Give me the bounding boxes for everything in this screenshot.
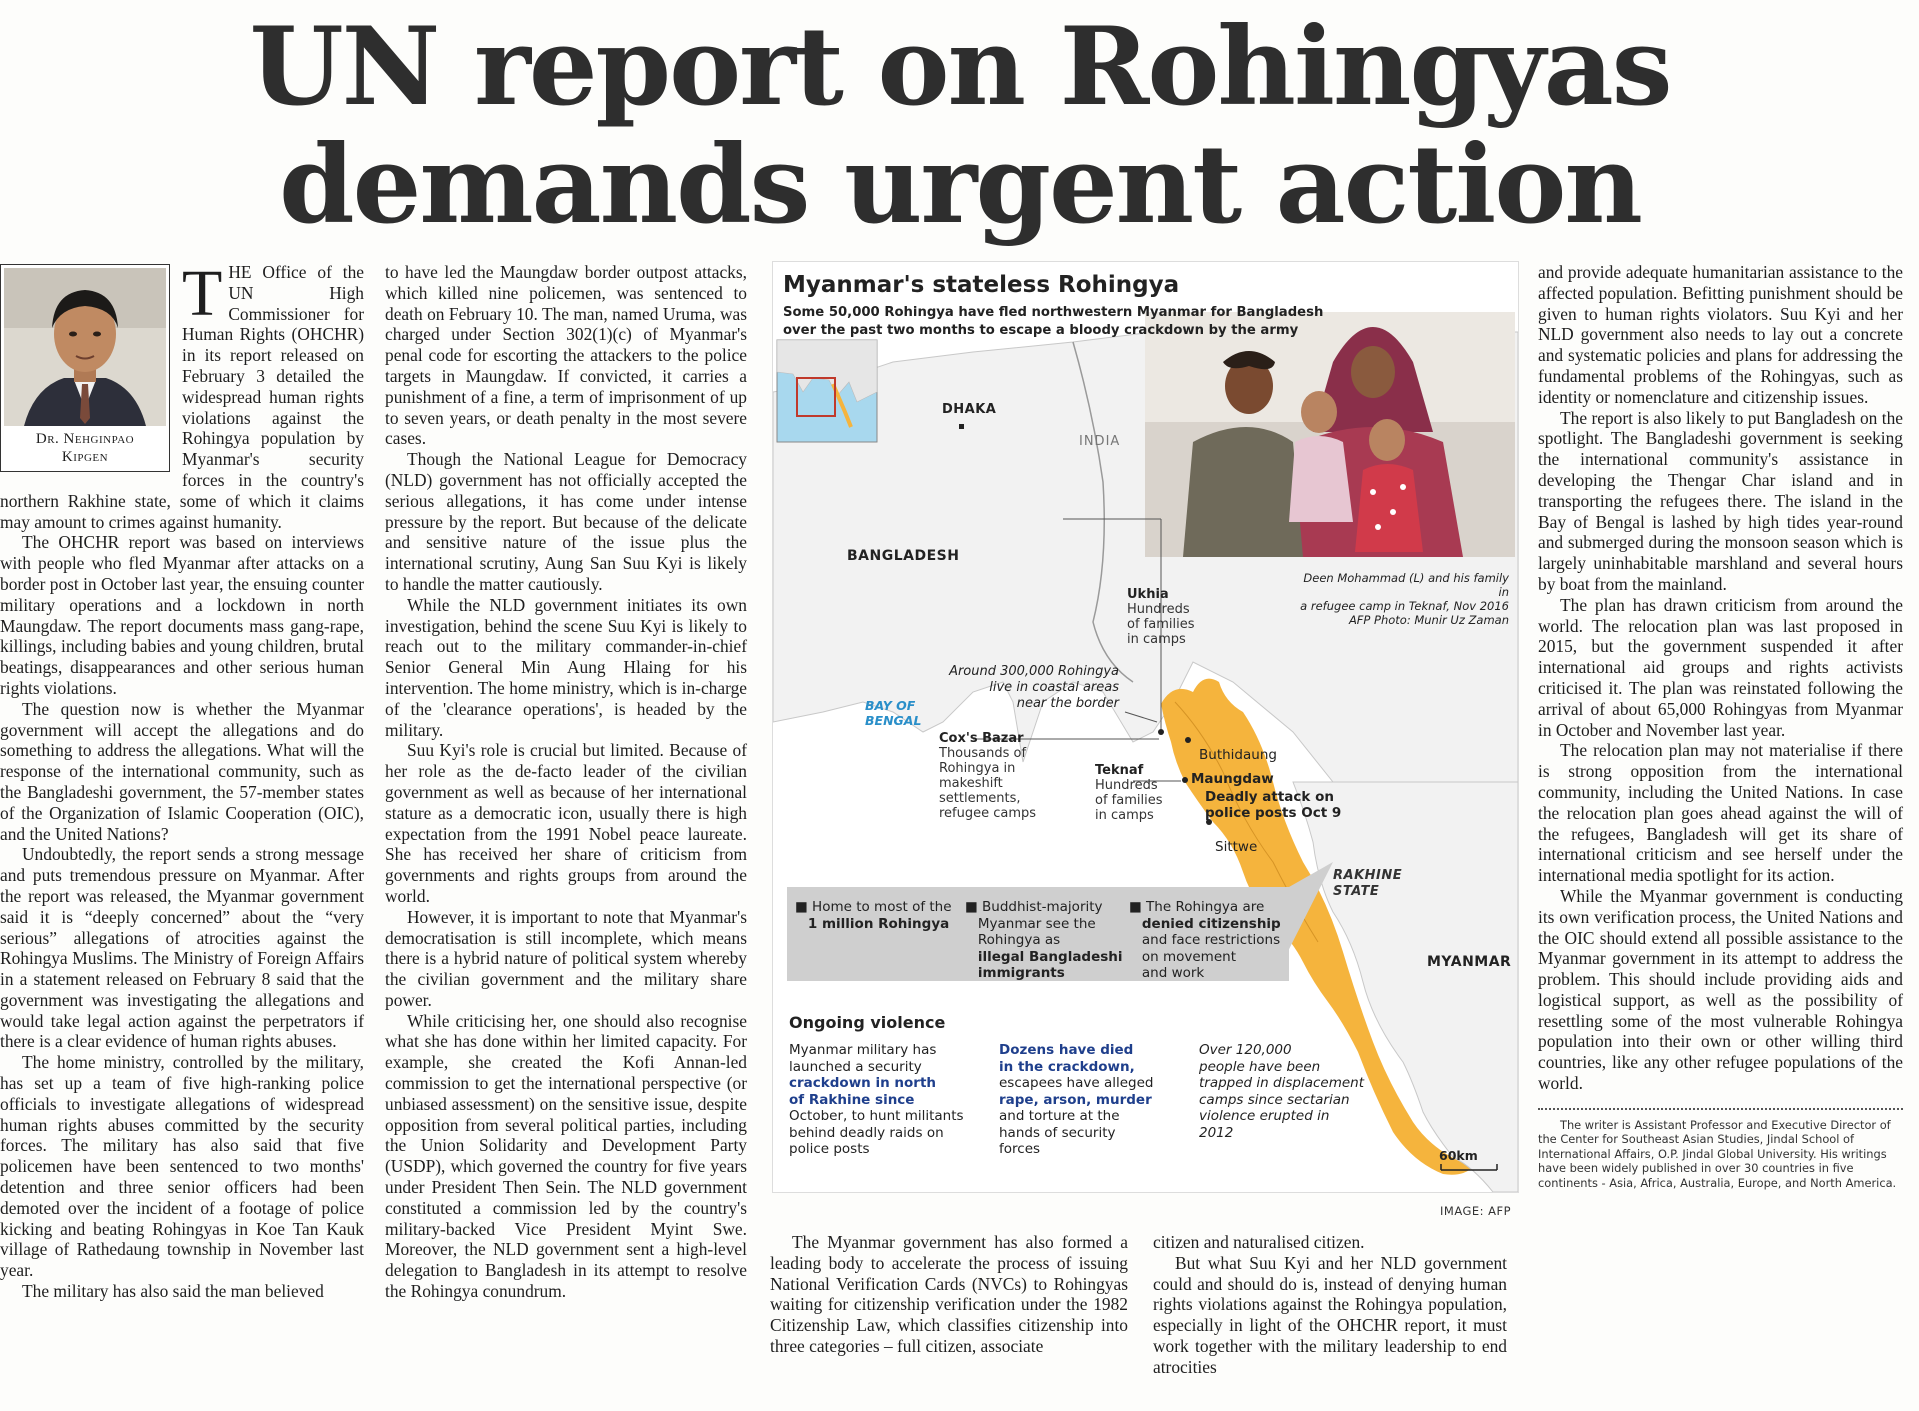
author-box	[0, 264, 170, 472]
graphic-title: Myanmar's stateless Rohingya	[783, 272, 1180, 298]
paragraph: Undoubtedly, the report sends a strong message and puts tremendous pressure on Myanmar. After the report was released, the Myanmar government said it is “deeply concerned” about the “very serious” allegations of atrocities against the Rohingya Muslims. The Ministry of Foreign Affairs in a statement released on February 8 said that the government was investigating the allegations and would take legal action against the perpetrators if there is a clear evidence of human rights abuses.	[0, 844, 364, 1052]
label-bangladesh: BANGLADESH	[847, 548, 960, 564]
label-maungdaw: Maungdaw	[1191, 771, 1274, 787]
author-photo	[4, 268, 166, 426]
paragraph: The OHCHR report was based on interviews with people who fled Myanmar after attacks on a border post in October last year, the ensuing counter military operations and a lockdown in north Maungdaw. The report documents mass gang-rape, killings, including babies and young children, brutal beatings, disappearances and other serious human rights violations.	[0, 532, 364, 698]
label-sittwe: Sittwe	[1215, 839, 1258, 855]
label-dhaka: DHAKA	[942, 402, 997, 417]
author-name: Dr. Nehginpao Kipgen	[35, 431, 135, 465]
fact-bullet-2: ■ Buddhist-majority Myanmar see the Rohingya as illegal Bangladeshi immigrants	[965, 899, 1123, 981]
author-bio: The writer is Assistant Professor and Executive Director of the Center for Southeast Asian Studies, Jindal School of International Affairs, O.P. Jindal Global University. His writings have been widely published in over 30 countries in five continents - Asia, Africa, Australia, Europe, and North America.	[1538, 1117, 1897, 1190]
label-buthidaung: Buthidaung	[1199, 747, 1277, 763]
violence-item-2: Dozens have died in the crackdown, escapees have alleged rape, arson, murder and torture at the hands of security forces	[999, 1042, 1154, 1157]
graphic-subtitle: Some 50,000 Rohingya have fled northwestern Myanmar for Bangladesh over the past two months to escape a bloody crackdown by the army	[783, 305, 1324, 338]
callout-coastal: Around 300,000 Rohingya live in coastal areas near the border	[949, 664, 1119, 711]
article-column-5	[1538, 262, 1903, 1190]
callout-attack: Deadly attack on police posts Oct 9	[1205, 789, 1342, 821]
paragraph: and provide adequate humanitarian assistance to the affected population. Befitting punishment should be given to human rights violators. Suu Kyi and her NLD government also needs to lay out a concrete and systematic policies and plans for addressing the fundamental problems of the Rohingyas, such as identity or nomenclature and citizenship issues.	[1538, 262, 1903, 407]
article-column-2	[385, 262, 747, 1302]
paragraph: The plan has drawn criticism from around the world. The relocation plan was last proposed in 2015, but the government suspended it after international aid groups and rights activists criticised it. The plan was reinstated following the arrival of about 65,000 Rohingyas from Myanmar in October and November last year.	[1538, 594, 1903, 740]
paragraph: Suu Kyi's role is crucial but limited. Because of her role as the de-facto leader of the civilian government as well as because of her international stature as a democratic icon, usually there is high expectation from the 1991 Nobel peace laureate. She has received her share of criticism from governments and rights groups from around the world.	[385, 740, 747, 906]
article-column-1	[0, 257, 364, 1302]
callout-ukhia: Ukhia Hundreds of families in camps	[1127, 587, 1195, 647]
label-rakhine-state: RAKHINE STATE	[1333, 868, 1403, 899]
paragraph: THE Office of the UN High Commissioner for Human Rights (OHCHR) in its report released on February 3 detailed the widespread human rights violations against the Rohingya population by Myanmar's security forces in the country's northern Rakhine state, some of which it claims may amount to crimes against humanity.	[0, 257, 364, 532]
paragraph: However, it is important to note that Myanmar's democratisation is still incomplete, which means there is a hybrid nature of political system whereby the civilian government and the military share power.	[385, 906, 747, 1010]
paragraph: The home ministry, controlled by the military, has set up a team of five high-ranking police officials to investigate allegations of widespread human rights abuses committed by the security forces. The military has also said that five policemen have been sentenced to two months' detention and three senior officers had been demoted over the incident of a footage of police kicking and beating Rohingyas in Koe Tan Kauk village of Rathedaung township in November last year.	[0, 1052, 364, 1281]
paragraph: But what Suu Kyi and her NLD government could and should do is, instead of denying human rights violations against the Rohingya population, especially in light of the OHCHR report, it must work together with the military leadership to end atrocities	[1153, 1252, 1507, 1377]
fact-bullet-1: ■ Home to most of the 1 million Rohingya	[795, 899, 952, 932]
headline: UN report on Rohingyas demands urgent action	[249, 4, 1671, 248]
scale-label: 60km	[1439, 1148, 1478, 1163]
violence-item-3: Over 120,000 people have been trapped in displacement camps since sectarian violence erupted in 2012	[1199, 1042, 1364, 1141]
violence-heading: Ongoing violence	[789, 1013, 946, 1032]
image-credit: IMAGE: AFP	[1440, 1204, 1512, 1218]
infographic	[772, 261, 1519, 1193]
article-column-4	[1153, 1232, 1507, 1378]
paragraph: While the NLD government initiates its own investigation, behind the scene Suu Kyi is likely to reach out to the military commander-in-chief Senior General Min Aung Hlaing for his intervention. The home ministry, which is in-charge of the 'clearance operations', is headed by the military.	[385, 594, 747, 740]
label-myanmar: MYANMAR	[1427, 954, 1512, 970]
callout-coxs-bazar: Cox's Bazar Thousands of Rohingya in makeshift settlements, refugee camps	[939, 731, 1037, 821]
paragraph: Though the National League for Democracy (NLD) government has not officially accepted the serious allegations, it has come under intense pressure by the report. But because of the delicate and sensitive nature of the issue plus the international scrutiny, Aung San Suu Kyi is likely to handle the matter cautiously.	[385, 449, 747, 594]
paragraph: The relocation plan may not materialise if there is strong opposition from the international community, including the United Nations. In case the relocation plan goes ahead against the will of the refugees, Bangladesh will get its share of international criticism and see herself under the international media spotlight for its action.	[1538, 740, 1903, 886]
paragraph: While criticising her, one should also recognise what she has done within her limited capacity. For example, she created the Kofi Annan-led commission to get the international perspective (or unbiased assessment) on the sensitive issue, despite opposition from several political parties, including the Union Solidarity and Development Party (USDP), which governed the country for five years under President Then Sein. The NLD government constituted a commission led by the country's military-backed Vice President Myint Swe. Moreover, the NLD government sent a high-level delegation to Bangladesh in its attempt to resolve the Rohingya conundrum.	[385, 1010, 747, 1302]
paragraph: to have led the Maungdaw border outpost attacks, which killed nine policemen, was sentenced to death on February 10. The man, named Uruma, was charged under Section 302(1)(c) of Myanmar's penal code for escorting the attackers to the police targets in Maungdaw. If convicted, it carries a punishment of a fine, a term of imprisonment of up to seven years, or death penalty in the most severe cases.	[385, 262, 747, 449]
paragraph: While the Myanmar government is conducting its own verification process, the United Nations and the OIC should extend all possible assistance to the Myanmar government in its attempt to address the problem. This should include providing aids and logistical support, as well as the possibility of resettling some of the most vulnerable Rohingya population into their own or other willing third countries, like any other refugee populations of the world.	[1538, 885, 1903, 1094]
paragraph: citizen and naturalised citizen.	[1153, 1232, 1365, 1252]
paragraph: The Myanmar government has also formed a leading body to accelerate the process of issuing National Verification Cards (NVCs) to Rohingyas waiting for citizenship verification under the 1982 Citizenship Law, which classifies citizenship into three categories – full citizen, associate	[770, 1232, 1128, 1356]
article-column-3	[770, 1232, 1128, 1357]
fact-bullet-3: ■ The Rohingya are denied citizenship and face restrictions on movement and work	[1129, 899, 1281, 981]
paragraph: The report is also likely to put Bangladesh on the spotlight. The Bangladeshi government is seeking the international community's assistance in developing the Thengar Char island and in transporting the refugees there. The island in the Bay of Bengal is lashed by high tides year-round and submerged during the monsoon season which is largely uninhabitable marshland and several hours by boat from the mainland.	[1538, 407, 1903, 594]
violence-item-1: Myanmar military has launched a security crackdown in north of Rakhine since October, to hunt militants behind deadly raids on police posts	[789, 1042, 964, 1157]
paragraph: The military has also said the man believed	[22, 1281, 324, 1302]
label-bay-of-bengal: BAY OF BENGAL	[865, 698, 922, 728]
callout-teknaf: Teknaf Hundreds of families in camps	[1095, 763, 1163, 823]
paragraph: The question now is whether the Myanmar government will accept the allegations and do something to address the allegations. What will the response of the international community, such as the Bangladeshi government, the 57-member states of the Organization of Islamic Cooperation (OIC), and the United Nations?	[0, 698, 364, 844]
label-india: INDIA	[1079, 434, 1121, 449]
bio-divider	[1538, 1108, 1903, 1110]
photo-caption: Deen Mohammad (L) and his family in a refugee camp in Teknaf, Nov 2016 AFP Photo: Munir Uz Zaman	[1300, 571, 1509, 627]
